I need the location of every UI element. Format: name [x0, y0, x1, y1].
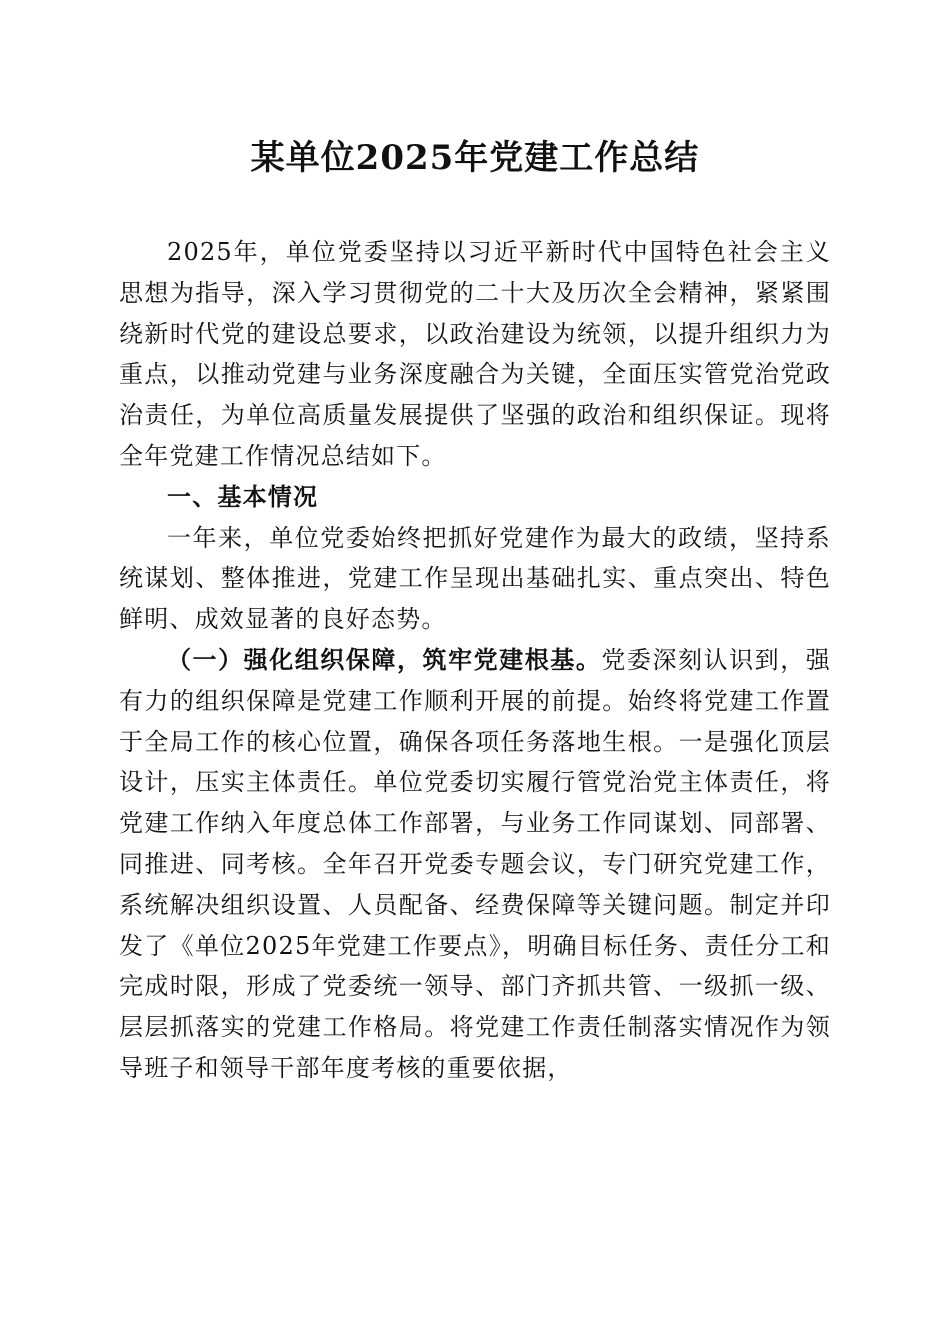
intro-paragraph: 2025年，单位党委坚持以习近平新时代中国特色社会主义思想为指导，深入学习贯彻党的二十大及历次全会精神，紧紧围绕新时代党的建设总要求，以政治建设为统领，以提升组织力为重点，以推动党建与业务深度融合为关键，全面压实管党治党政治责任，为单位高质量发展提供了坚强的政治和组织保证。现将全年党建工作情况总结如下。 [119, 238, 831, 470]
subsection-paragraph-organization [119, 640, 831, 1089]
subsection-body-text: 党委深刻认识到，强有力的组织保障是党建工作顺利开展的前提。始终将党建工作置于全局工作的核心位置，确保各项任务落地生根。一是强化顶层设计，压实主体责任。单位党委切实履行管党治党主体责任，将党建工作纳入年度总体工作部署，与业务工作同谋划、同部署、同推进、同考核。全年召开党委专题会议，专门研究党建工作，系统解决组织设置、人员配备、经费保障等关键问题。制定并印发了《单位2025年党建工作要点》，明确目标任务、责任分工和完成时限，形成了党委统一领导、部门齐抓共管、一级抓一级、层层抓落实的党建工作格局。将党建工作责任制落实情况作为领导班子和领导干部年度考核的重要依据， [119, 645, 831, 1082]
document-title: 某单位2025年党建工作总结 [250, 138, 700, 178]
overview-paragraph: 一年来，单位党委始终把抓好党建作为最大的政绩，坚持系统谋划、整体推进，党建工作呈现出基础扎实、重点突出、特色鲜明、成效显著的良好态势。 [119, 523, 831, 634]
section-heading-basic-situation: 一、基本情况 [167, 482, 319, 511]
document-body [119, 232, 831, 1089]
subsection-lead-heading: （一）强化组织保障，筑牢党建根基。 [167, 645, 602, 674]
